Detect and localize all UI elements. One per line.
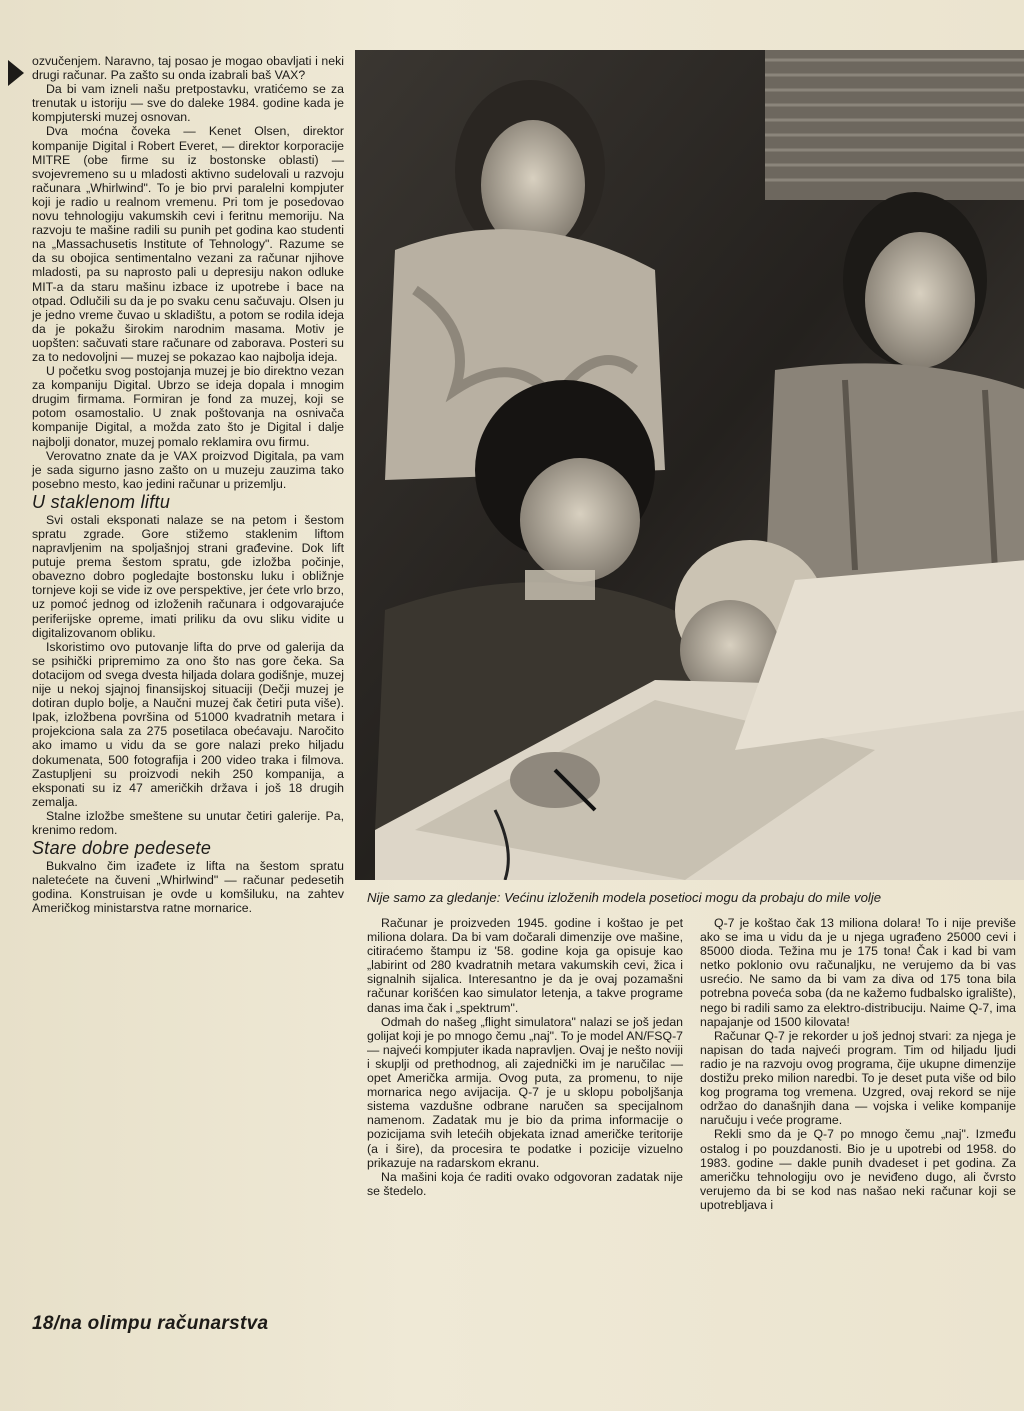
- paragraph: Na mašini koja će raditi ovako odgovoran zadatak nije se štedelo.: [367, 1169, 683, 1198]
- paragraph: Svi ostali eksponati nalaze se na petom i šestom spratu zgrade. Gore stižemo staklenim liftom napravljenim na spoljašnjoj strani građevine. Dok lift putuje prema šestom spratu, gde izložba počinje, obavezno dobro pogledajte bostonsku luku i obližnje tornjeve koji se vide iz ove perspektive, jer ćete vrlo brzo, uz pomoć jednog od izloženih računara i odgovarajuće periferijske opreme, imati priliku da ovu sliku vidite u digitalizovanom obliku.: [32, 512, 344, 640]
- paragraph: Računar Q-7 je rekorder u još jednoj stvari: za njega je napisan do tada najveći program. Tim od hiljadu ljudi radio je na razvoju ovog programa, čije ukupne dimenzije dostižu preko milion naredbi. To je deset puta više od bilo kog programa tog vremena. Uzgred, ovaj rekord se nije održao do današnjih dana — vojska i velike kompanije naručuju i veće programe.: [700, 1028, 1016, 1128]
- article-column-left: [32, 54, 344, 915]
- section-heading: Stare dobre pedesete: [32, 838, 212, 859]
- article-column-right: [700, 916, 1016, 1212]
- section-heading: U staklenom liftu: [32, 491, 171, 512]
- paragraph: Računar je proizveden 1945. godine i koštao je pet miliona dolara. Da bi vam dočarali dimenzije ove mašine, citiraćemo štampu iz '58. godine koja ga opisuje kao „labirint od 280 kvadratnih metara vakumskih cevi, žica i signalnih sijalica. Interesantno je da je ovaj pozamašni računar korišćen kao simulator letenja, a takve programe danas ima čak i „spektrum".: [367, 916, 683, 1015]
- paragraph: Odmah do našeg „flight simulatora" nalazi se još jedan golijat koji je po mnogo čemu „naj". To je model AN/FSQ-7 — najveći kompjuter ikada napravljen. Ovaj je nešto noviji i skuplji od prethodnog, ali zajednički im je naručilac — opet Američka armija. Ovog puta, za promenu, to nije mornarica nego avijacija. Q-7 je u sklopu poboljšanja sistema vazdušne odbrane naručen sa specijalnom namenom. Zadatak mu je bio da prima informacije o pozicijama svih letećih objekata iznad američke teritorije (a i šire), da procesira te podatke i pozicije vizuelno prikazuje na radarskom ekranu.: [367, 1014, 683, 1170]
- article-column-middle: [367, 916, 683, 1198]
- paragraph: Verovatno znate da je VAX proizvod Digitala, pa vam je sada sigurno jasno zašto on u muzeju zauzima tako posebno mesto, kao jedini računar u prizemlju.: [32, 448, 344, 491]
- paragraph: Bukvalno čim izađete iz lifta na šestom spratu naletećete na čuveni „Whirlwind" — računar pedesetih godina. Konstruisan je ovde u komšiluku, na zahtev Američkog ministarstva ratne mornarice.: [32, 859, 344, 916]
- paragraph: Q-7 je koštao čak 13 miliona dolara! To i nije previše ako se ima u vidu da je u njega ugrađeno 25000 cevi i 85000 dioda. Težina mu je 175 tona! Čak i kad bi vam netko poklonio ovu računaljku, ne verujemo da bi vas usrećio. Ne samo da bi vam za diva od 175 tona bila potrebna poveća soba (da ne kažemo fudbalsko igralište), nego bi radili samo za elektro-distribuciju. Naime Q-7, ima napajanje od 1500 kilovata!: [700, 916, 1016, 1029]
- paragraph: Rekli smo da je Q-7 po mnogo čemu „naj". Između ostalog i po pouzdanosti. Bio je u upotrebi od 1958. do 1983. godine — dakle punih dvadeset i pet godina. Za američku tehnologiju ovo je neviđeno dugo, ali čvrsto verujemo da bi se kod nas našao neki računar koji se upotrebljava i: [700, 1127, 1016, 1212]
- photo-illustration: [355, 50, 1024, 880]
- photo-children-at-computer: [355, 50, 1024, 880]
- paragraph: U početku svog postojanja muzej je bio direktno vezan za kompaniju Digital. Ubrzo se ideja dopala i mnogim drugim firmama. Formiran je fond za muzej, koji se potom osamostalio. U znak poštovanja na osnivača kompanije Digital, a možda zato što je Digital i dalje najbolji donator, muzej pomalo reklamira ovu firmu.: [32, 364, 344, 449]
- paragraph: Da bi vam izneli našu pretpostavku, vratićemo se za trenutak u istoriju — sve do daleke 1984. godine kada je kompjuterski muzej osnovan.: [32, 82, 344, 125]
- continuation-arrow-icon: [8, 60, 24, 86]
- paragraph: Stalne izložbe smeštene su unutar četiri galerije. Pa, krenimo redom.: [32, 808, 344, 837]
- paragraph: ozvučenjem. Naravno, taj posao je mogao obavljati i neki drugi računar. Pa zašto su onda izabrali baš VAX?: [32, 54, 344, 83]
- paragraph: Iskoristimo ovo putovanje lifta do prve od galerija da se psihički pripremimo za ono što nas gore čeka. Sa dotacijom od svega dvesta hiljada dolara godišnje, muzej nije u nekoj sjajnoj finansijskoj situaciji (Dečji muzej je dotiran duplo bolje, a Naučni muzej čak četiri puta više). Ipak, izložbena površina od 51000 kvadratnih metara i projekciona sala za 275 posetilaca obećavaju. Naročito ako imamo u vidu da se gore nalazi preko hiljadu dokumenata, 500 fotografija i 200 video traka i filmova. Zastupljeni su proizvodi nekih 250 kompanija, a eksponati su iz 47 američkih država i još 18 drugih zemalja.: [32, 639, 344, 809]
- photo-caption: Nije samo za gledanje: Većinu izloženih modela posetioci mogu da probaju do mile volje: [367, 890, 882, 905]
- paragraph: Dva moćna čoveka — Kenet Olsen, direktor kompanije Digital i Robert Everet, — direktor korporacije MITRE (obe firme su iz bostonske oblasti) — svojevremeno su u mladosti aktivno sudelovali u razvoju računara „Whirlwind". To je bio prvi paralelni kompjuter koji je radio u realnom vremenu. Pri tom je posedovao novu tehnologiju vakumskih cevi i feritnu memoriju. Na razvoju te mašine radili su punih pet godina kao studenti na „Massachusetis Institute of Tehnology". Razume se da su obojica sentimentalno vezani za računar njihove mladosti, pa su naprosto pali u depresiju nakon odluke MIT-a da staru mašinu izbace iz upotrebe i bace na otpad. Odlučili su da je po svaku cenu sačuvaju. Olsen ju je jedno vreme čuvao u skladištu, a potom se rodila ideja da je pokažu širokim narodnim masama. Motiv je uopšten: sačuvati stare računare od zaborava. Posteri su za to nedovoljni — muzej se pokazao kao najbolja ideja.: [32, 124, 344, 364]
- page-footer: 18/na olimpu računarstva: [32, 1313, 269, 1334]
